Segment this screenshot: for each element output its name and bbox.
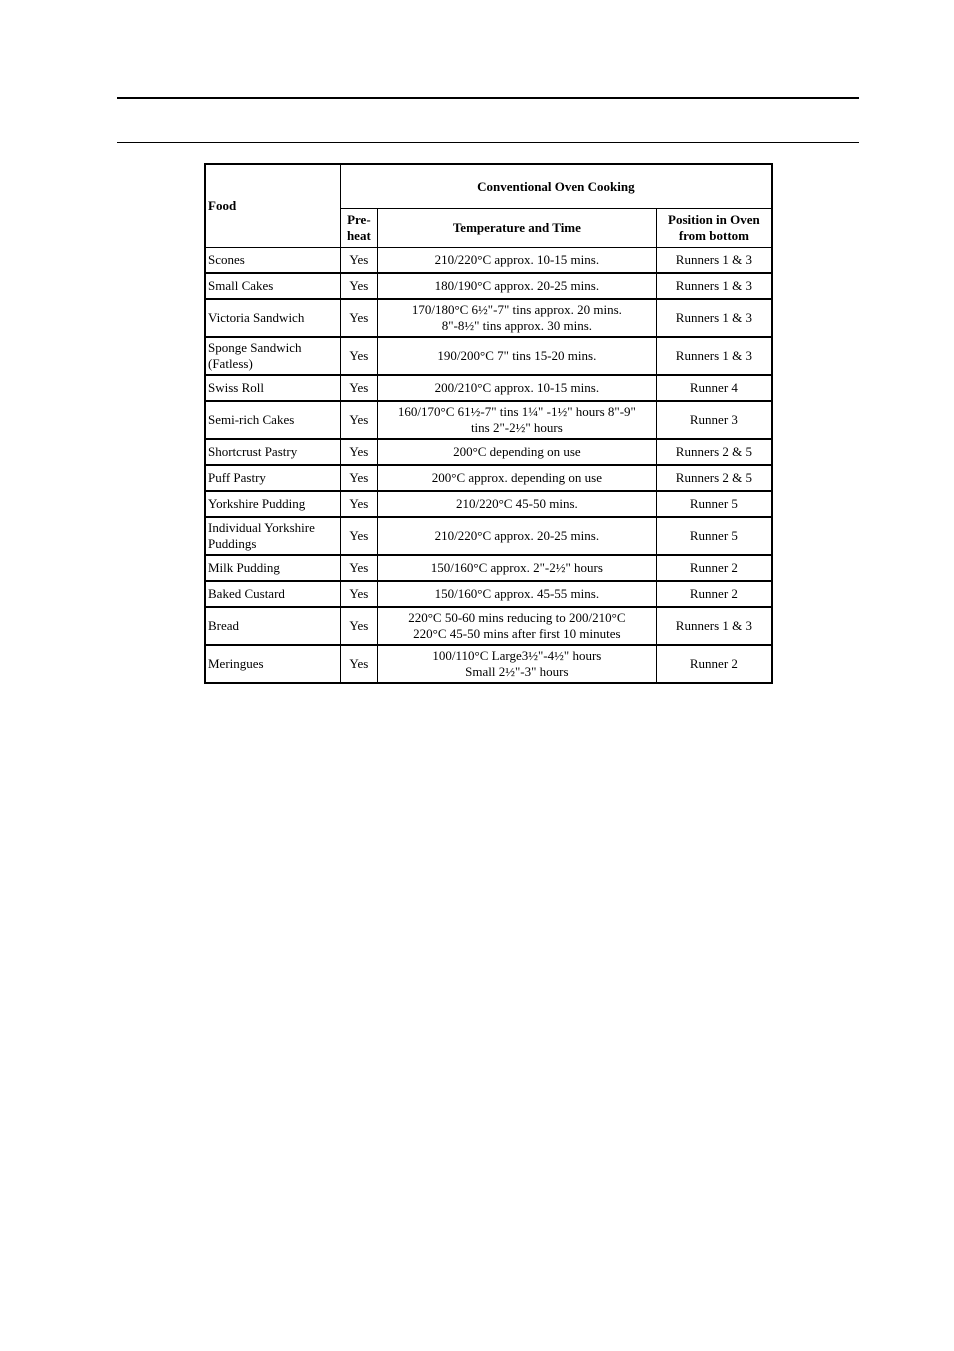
table-row: [205, 337, 772, 375]
position-cell: Runners 1 & 3: [656, 607, 772, 645]
temperature-column-header: Temperature and Time: [377, 209, 656, 248]
temperature-cell: [377, 645, 656, 683]
preheat-cell: Yes: [340, 273, 377, 299]
position-cell: Runners 1 & 3: [656, 337, 772, 375]
temperature-cell: [377, 273, 656, 299]
temperature-cell: [377, 517, 656, 555]
preheat-cell: Yes: [340, 337, 377, 375]
position-cell: Runners 2 & 5: [656, 439, 772, 465]
temperature-cell: [377, 439, 656, 465]
food-cell-line: Scones: [208, 252, 245, 267]
food-cell: [205, 439, 340, 465]
position-cell: Runner 2: [656, 645, 772, 683]
temperature-cell-line: 210/220°C approx. 20-25 mins.: [434, 528, 600, 543]
food-cell-line: (Fatless): [208, 356, 253, 371]
position-cell: Runner 5: [656, 491, 772, 517]
preheat-cell: Yes: [340, 607, 377, 645]
food-cell: [205, 645, 340, 683]
position-header-line1: Position in Oven: [668, 212, 760, 227]
temperature-cell-line: 180/190°C approx. 20-25 mins.: [434, 278, 600, 293]
food-cell-line: Individual Yorkshire: [208, 520, 315, 535]
temperature-cell-line: 200/210°C approx. 10-15 mins.: [434, 380, 600, 395]
temperature-cell-line: 200°C depending on use: [453, 444, 581, 459]
food-cell: [205, 299, 340, 337]
position-cell: Runner 4: [656, 375, 772, 401]
position-header-line2: from bottom: [678, 228, 749, 243]
temperature-cell: [377, 465, 656, 491]
table-row: [205, 375, 772, 401]
food-cell: [205, 401, 340, 439]
preheat-cell: Yes: [340, 375, 377, 401]
temperature-cell-line: Small 2½"-3" hours: [465, 664, 569, 679]
preheat-cell: Yes: [340, 248, 377, 274]
preheat-cell: Yes: [340, 491, 377, 517]
food-cell-line: Small Cakes: [208, 278, 274, 293]
temperature-cell: [377, 401, 656, 439]
food-cell-line: Meringues: [208, 656, 264, 671]
food-cell-line: Puff Pastry: [208, 470, 266, 485]
food-cell: [205, 581, 340, 607]
temperature-cell-line: 160/170°C 61½-7" tins 1¼" -1½" hours 8"-9": [397, 404, 636, 419]
food-cell-line: Bread: [208, 618, 240, 633]
preheat-cell: Yes: [340, 555, 377, 581]
food-cell-line: Swiss Roll: [208, 380, 264, 395]
temperature-cell: [377, 248, 656, 274]
top-rule: [117, 97, 859, 99]
table-title: Conventional Oven Cooking: [340, 164, 772, 209]
food-cell-line: Yorkshire Pudding: [208, 496, 306, 511]
food-cell: [205, 607, 340, 645]
food-cell-line: Shortcrust Pastry: [208, 444, 298, 459]
preheat-cell: Yes: [340, 439, 377, 465]
food-cell: [205, 555, 340, 581]
position-cell: Runners 1 & 3: [656, 273, 772, 299]
position-cell: Runner 2: [656, 555, 772, 581]
table-row: [205, 517, 772, 555]
table-row: [205, 555, 772, 581]
preheat-cell: Yes: [340, 465, 377, 491]
position-cell: Runner 5: [656, 517, 772, 555]
preheat-cell: Yes: [340, 401, 377, 439]
temperature-cell-line: 100/110°C Large3½"-4½" hours: [432, 648, 602, 663]
preheat-column-header: [340, 209, 377, 248]
temperature-cell: [377, 299, 656, 337]
table-row: [205, 273, 772, 299]
table-row: [205, 607, 772, 645]
preheat-cell: Yes: [340, 645, 377, 683]
preheat-header-line2: heat: [346, 228, 371, 243]
preheat-cell: Yes: [340, 299, 377, 337]
table-row: [205, 401, 772, 439]
table-row: [205, 581, 772, 607]
food-cell-line: Victoria Sandwich: [208, 310, 305, 325]
food-cell: [205, 491, 340, 517]
temperature-cell-line: 210/220°C approx. 10-15 mins.: [434, 252, 600, 267]
food-cell-line: Puddings: [208, 536, 257, 551]
food-cell: [205, 517, 340, 555]
temperature-cell-line: 220°C 45-50 mins after first 10 minutes: [413, 626, 621, 641]
position-cell: Runners 1 & 3: [656, 299, 772, 337]
food-cell: [205, 375, 340, 401]
temperature-cell: [377, 555, 656, 581]
temperature-cell-line: 150/160°C approx. 2"-2½" hours: [430, 560, 603, 575]
temperature-cell-line: 8"-8½" tins approx. 30 mins.: [441, 318, 593, 333]
temperature-cell: [377, 375, 656, 401]
temperature-cell-line: 150/160°C approx. 45-55 mins.: [434, 586, 600, 601]
table-body: [205, 248, 772, 684]
temperature-cell-line: tins 2"-2½" hours: [470, 420, 563, 435]
table-row: [205, 299, 772, 337]
temperature-cell-line: 190/200°C 7" tins 15-20 mins.: [437, 348, 597, 363]
table-row: [205, 248, 772, 274]
header-rule: [117, 142, 859, 143]
position-cell: Runner 3: [656, 401, 772, 439]
preheat-cell: Yes: [340, 517, 377, 555]
table-row: [205, 465, 772, 491]
temperature-cell-line: 210/220°C 45-50 mins.: [455, 496, 578, 511]
food-cell: [205, 337, 340, 375]
food-cell-line: Baked Custard: [208, 586, 285, 601]
position-column-header: [656, 209, 772, 248]
food-column-header: Food: [205, 164, 340, 248]
position-cell: Runners 1 & 3: [656, 248, 772, 274]
preheat-header-line1: Pre-: [347, 212, 371, 227]
position-cell: Runner 2: [656, 581, 772, 607]
food-cell-line: Semi-rich Cakes: [208, 412, 295, 427]
position-cell: Runners 2 & 5: [656, 465, 772, 491]
temperature-cell-line: 220°C 50-60 mins reducing to 200/210°C: [408, 610, 626, 625]
table-row: [205, 491, 772, 517]
table-row: [205, 439, 772, 465]
temperature-cell-line: 170/180°C 6½"-7" tins approx. 20 mins.: [411, 302, 622, 317]
food-cell-line: Milk Pudding: [208, 560, 280, 575]
oven-cooking-table: [204, 163, 773, 684]
table-title-row: [205, 164, 772, 209]
food-cell: [205, 465, 340, 491]
temperature-cell: [377, 607, 656, 645]
food-cell: [205, 248, 340, 274]
temperature-cell-line: 200°C approx. depending on use: [431, 470, 602, 485]
preheat-cell: Yes: [340, 581, 377, 607]
food-cell: [205, 273, 340, 299]
temperature-cell: [377, 581, 656, 607]
temperature-cell: [377, 491, 656, 517]
table-row: [205, 645, 772, 683]
temperature-cell: [377, 337, 656, 375]
food-cell-line: Sponge Sandwich: [208, 340, 302, 355]
